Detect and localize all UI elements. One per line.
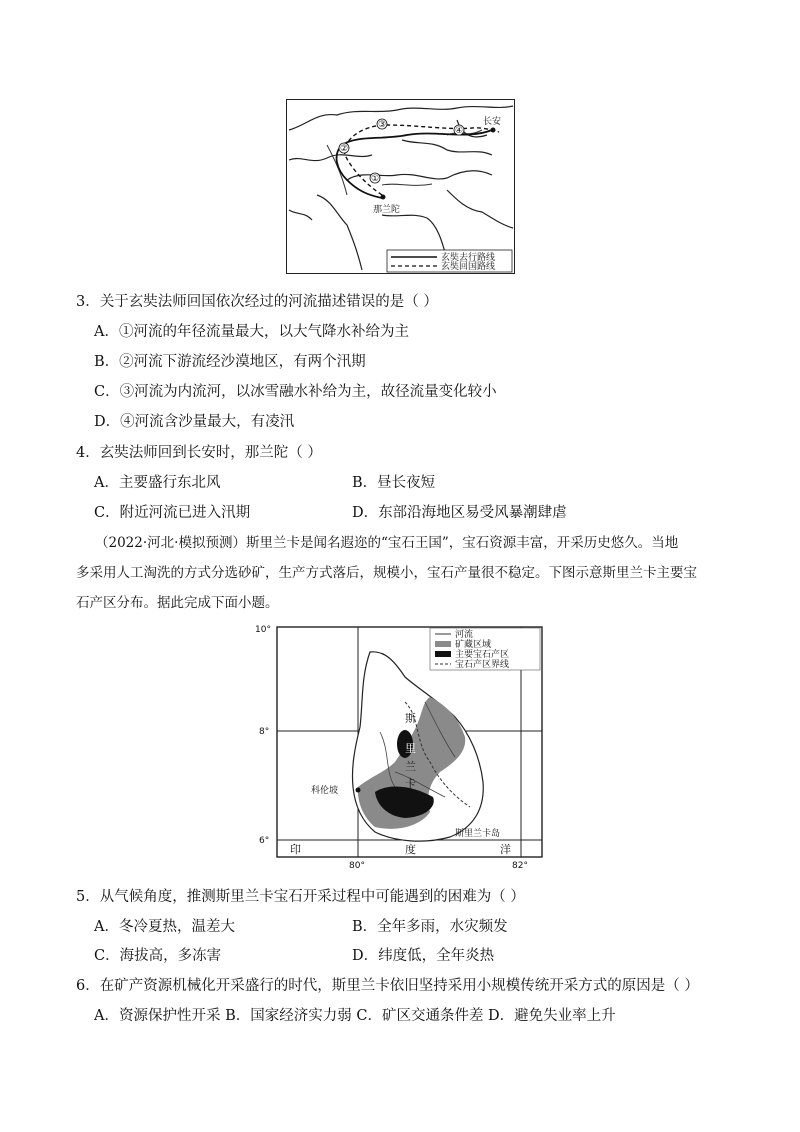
lat-6-label: 6° bbox=[259, 836, 270, 846]
city-colombo: 科伦坡 bbox=[311, 786, 339, 796]
ocean-char-3: 洋 bbox=[500, 843, 511, 856]
legend-mineral: 矿藏区域 bbox=[455, 640, 492, 650]
legend-main-gem: 主要宝石产区 bbox=[455, 650, 510, 660]
return-route-line bbox=[345, 125, 499, 195]
passage-line-3: 石产区分布。据此完成下面小题。 bbox=[76, 595, 279, 611]
q3-option-b[interactable]: B．②河流下游流经沙漠地区，有两个汛期 bbox=[94, 354, 366, 370]
island-char-3: 兰 bbox=[405, 760, 416, 773]
marker-1: ① bbox=[371, 174, 380, 184]
q4-stem: 4．玄奘法师回到长安时，那兰陀（ ） bbox=[76, 445, 322, 461]
legend-return: 玄奘回国路线 bbox=[441, 262, 496, 272]
legend-boundary: 宝石产区界线 bbox=[455, 660, 510, 670]
q6-stem: 6．在矿产资源机械化开采盛行的时代，斯里兰卡依旧坚持采用小规模传统开采方式的原因是（ ） bbox=[76, 978, 699, 994]
q3-option-a[interactable]: A．①河流的年径流量最大，以大气降水补给为主 bbox=[94, 324, 409, 340]
lat-8-label: 8° bbox=[259, 727, 270, 737]
island-char-2: 里 bbox=[405, 742, 416, 755]
island-char-1: 斯 bbox=[405, 712, 416, 725]
marker-3: ③ bbox=[378, 120, 387, 130]
legend-river: 河流 bbox=[455, 630, 474, 640]
q3-stem: 3．关于玄奘法师回国依次经过的河流描述错误的是（ ） bbox=[76, 294, 438, 310]
sri-lanka-map-svg bbox=[255, 622, 555, 872]
q5-option-a[interactable]: A．冬冷夏热，温差大 bbox=[94, 919, 235, 935]
q4-option-d[interactable]: D．东部沿海地区易受风暴潮肆虐 bbox=[352, 505, 567, 521]
lon-80-label: 80° bbox=[349, 861, 365, 871]
q5-option-d[interactable]: D．纬度低，全年炎热 bbox=[352, 948, 495, 964]
q3-option-d[interactable]: D．④河流含沙量最大，有凌汛 bbox=[94, 414, 295, 430]
lat-10-label: 10° bbox=[255, 625, 271, 635]
q5-stem: 5．从气候角度，推测斯里兰卡宝石开采过程中可能遇到的困难为（ ） bbox=[76, 889, 525, 905]
passage-line-1: （2022·河北·模拟预测）斯里兰卡是闻名遐迩的“宝石王国”，宝石资源丰富，开采历史悠久。当地 bbox=[95, 535, 679, 551]
marker-4: ④ bbox=[455, 126, 464, 136]
island-name-label: 斯里兰卡岛 bbox=[455, 829, 501, 839]
go-route-line bbox=[337, 130, 492, 198]
ocean-char-1: 印 bbox=[290, 843, 301, 856]
q5-option-b[interactable]: B．全年多雨，水灾频发 bbox=[352, 919, 508, 935]
legend-go: 玄奘去行路线 bbox=[441, 253, 496, 263]
ocean-char-2: 度 bbox=[405, 843, 416, 856]
q3-option-c[interactable]: C．③河流为内流河，以冰雪融水补给为主，故径流量变化较小 bbox=[94, 384, 497, 400]
q4-option-b[interactable]: B．昼长夜短 bbox=[352, 475, 436, 491]
xuanzang-map-svg bbox=[287, 100, 514, 273]
q4-option-c[interactable]: C．附近河流已进入汛期 bbox=[94, 505, 251, 521]
city-changan: 长安 bbox=[483, 117, 502, 127]
lon-82-label: 82° bbox=[512, 861, 528, 871]
map1-legend bbox=[387, 250, 512, 272]
passage-line-2: 多采用人工淘洗的方式分选砂矿，生产方式落后，规模小，宝石产量很不稳定。下图示意斯里兰卡主要宝 bbox=[76, 565, 697, 581]
xuanzang-route-map bbox=[286, 99, 515, 274]
q4-option-a[interactable]: A．主要盛行东北风 bbox=[94, 475, 221, 491]
map2-legend bbox=[430, 628, 540, 670]
marker-2: ② bbox=[340, 144, 349, 154]
q5-option-c[interactable]: C．海拔高，多冻害 bbox=[94, 948, 222, 964]
city-nalanda: 那兰陀 bbox=[373, 205, 401, 215]
island-char-4: 卡 bbox=[405, 777, 416, 790]
sri-lanka-gem-map bbox=[255, 622, 555, 872]
q6-options-line[interactable]: A．资源保护性开采 B．国家经济实力弱 C．矿区交通条件差 D．避免失业率上升 bbox=[94, 1008, 616, 1024]
